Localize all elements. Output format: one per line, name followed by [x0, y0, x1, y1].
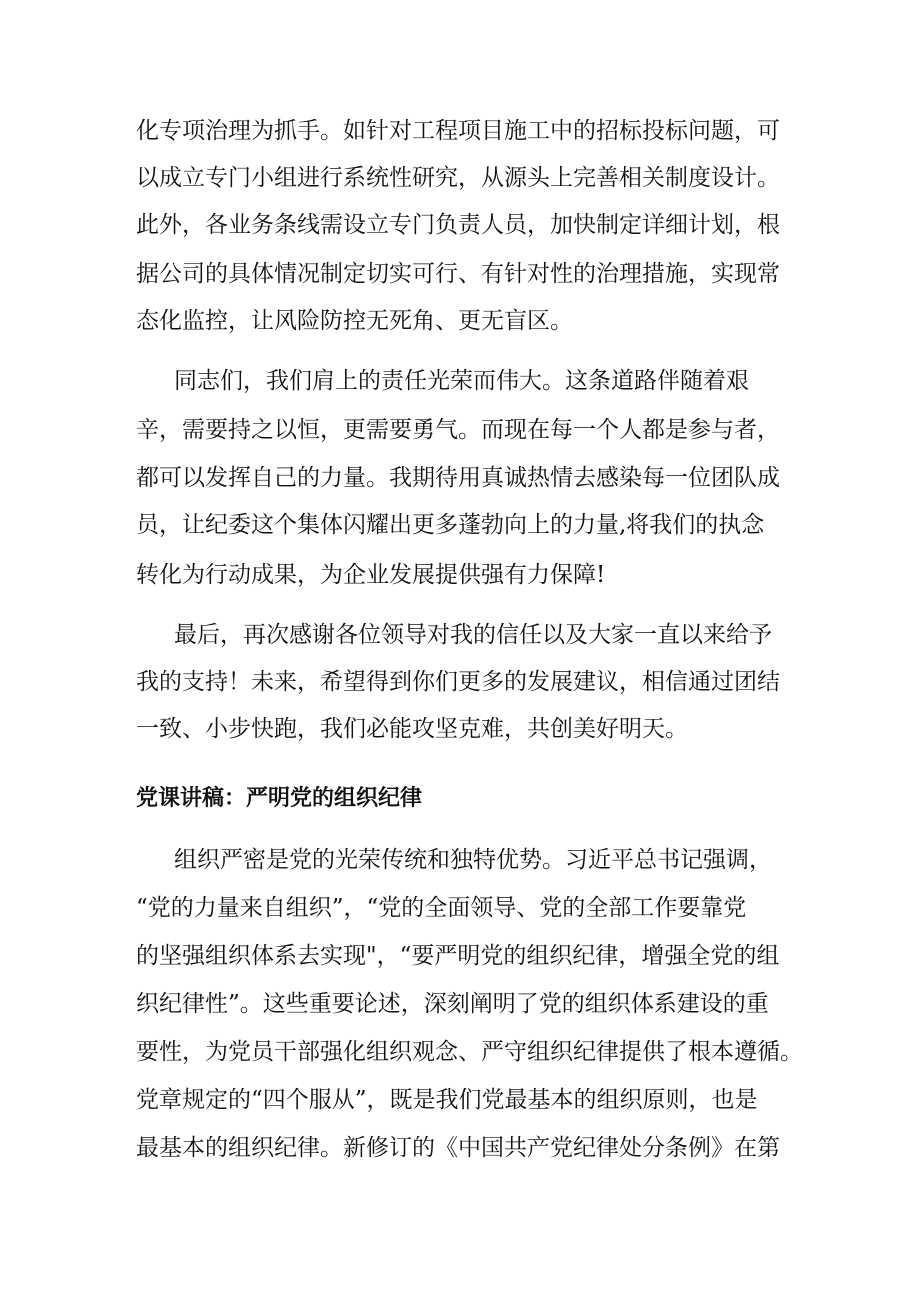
- paragraph-2-line-4: 员，让纪委这个集体闪耀出更多蓬勃向上的力量,将我们的执念: [136, 512, 765, 538]
- paragraph-1-line-3: 此外，各业务条线需设立专门负责人员，加快制定详细计划，根: [136, 212, 780, 238]
- paragraph-4-line-7: 最基本的组织纪律。新修订的《中国共产党纪律处分条例》在第: [136, 1135, 780, 1161]
- paragraph-1-line-2: 以成立专门小组进行系统性研究，从源头上完善相关制度设计。: [136, 165, 780, 191]
- paragraph-4-line-6: 党章规定的“四个服从”，既是我们党最基本的组织原则，也是: [136, 1087, 758, 1113]
- paragraph-2-line-2: 辛，需要持之以恒，更需要勇气。而现在每一个人都是参与者，: [136, 417, 780, 443]
- paragraph-1-line-4: 据公司的具体情况制定切实可行、有针对性的治理措施，实现常: [136, 261, 780, 287]
- paragraph-1-line-5: 态化监控，让风险防控无死角、更无盲区。: [136, 308, 573, 334]
- paragraph-4-line-5: 要性，为党员干部强化组织观念、严守组织纪律提供了根本遵循。: [136, 1039, 803, 1065]
- paragraph-4-line-4: 织纪律性”。这些重要论述，深刻阐明了党的组织体系建设的重: [136, 991, 769, 1017]
- paragraph-2-line-1: 同志们，我们肩上的责任光荣而伟大。这条道路伴随着艰: [174, 368, 749, 394]
- paragraph-4-line-3: 的坚强组织体系去实现"，“要严明党的组织纪律，增强全党的组: [136, 943, 780, 969]
- paragraph-2-line-5: 转化为行动成果，为企业发展提供强有力保障!: [136, 562, 606, 588]
- paragraph-4-line-1: 组织严密是党的光荣传统和独特优势。习近平总书记强调，: [174, 847, 772, 873]
- section-heading: 党课讲稿：严明党的组织纪律: [136, 786, 423, 811]
- paragraph-3-line-2: 我的支持！未来，希望得到你们更多的发展建议，相信通过团结: [136, 669, 780, 695]
- paragraph-1-line-1: 化专项治理为抓手。如针对工程项目施工中的招标投标问题，可: [136, 118, 780, 144]
- paragraph-4-line-2: “党的力量来自组织”，“党的全面领导、党的全部工作要靠党: [136, 895, 747, 921]
- paragraph-3-line-3: 一致、小步快跑，我们必能攻坚克难，共创美好明天。: [136, 716, 688, 742]
- paragraph-2-line-3: 都可以发挥自己的力量。我期待用真诚热情去感染每一位团队成: [136, 465, 780, 491]
- paragraph-3-line-1: 最后，再次感谢各位领导对我的信任以及大家一直以来给予: [174, 622, 772, 648]
